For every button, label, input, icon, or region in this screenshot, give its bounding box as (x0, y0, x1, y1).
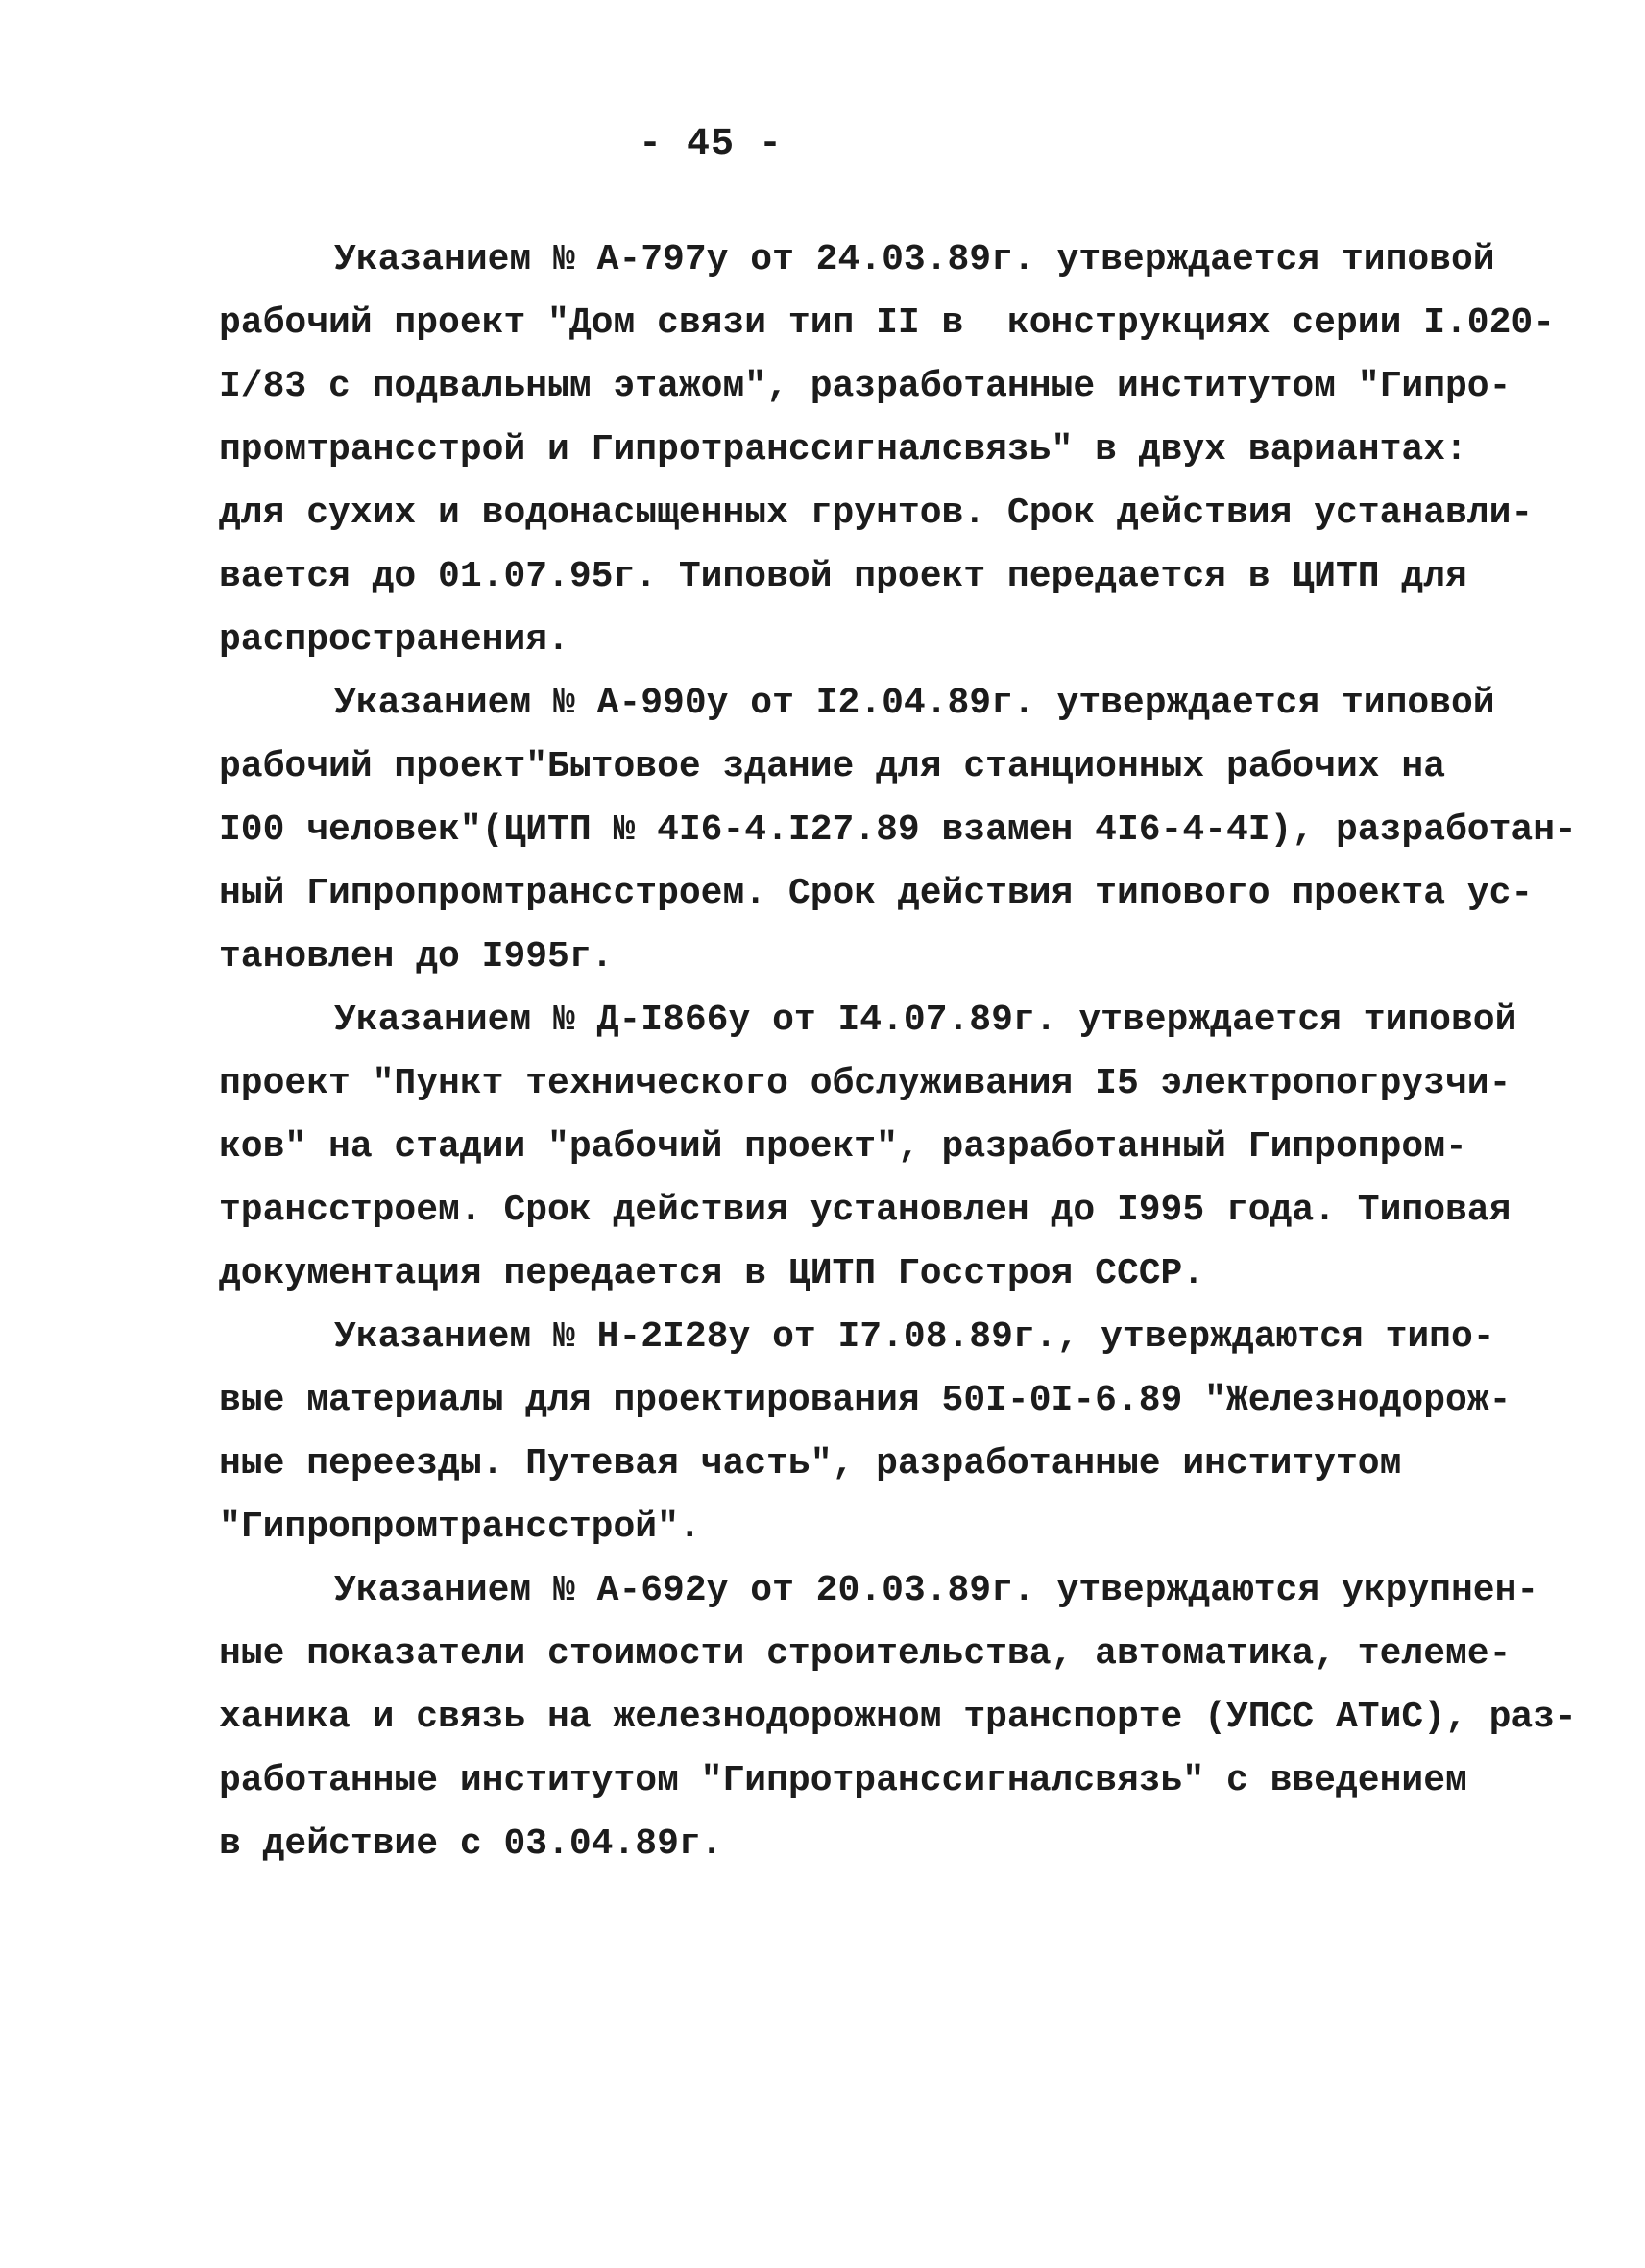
paragraph-line: ханика и связь на железнодорожном транспорте (УПСС АТиС), раз- (219, 1697, 1577, 1738)
page-number: - 45 - (638, 123, 784, 166)
paragraph-line: ные переезды. Путевая часть", разработанные институтом (219, 1443, 1402, 1484)
paragraph-line: распространения. (219, 619, 569, 661)
paragraph-1 (219, 229, 1556, 672)
paragraph-line: Указанием № А-692у от 20.03.89г. утверждаются укрупнен- (334, 1570, 1539, 1611)
paragraph-line: работанные институтом "Гипротранссигналсвязь" с введением (219, 1760, 1467, 1801)
paragraph-line: Указанием № Д-I866у от I4.07.89г. утверждается типовой (334, 1000, 1517, 1041)
paragraph-line: тановлен до I995г. (219, 936, 614, 977)
paragraph-line: ков" на стадии "рабочий проект", разработанный Гипропром- (219, 1126, 1467, 1168)
paragraph-line: ный Гипропромтрансстроем. Срок действия типового проекта ус- (219, 873, 1534, 914)
paragraph-line: документация передается в ЦИТП Госстроя СССР. (219, 1253, 1205, 1294)
paragraph-line: Указанием № А-990у от I2.04.89г. утверждается типовой (334, 683, 1495, 724)
paragraph-line: проект "Пункт технического обслуживания I5 электропогрузчи- (219, 1063, 1512, 1104)
paragraph-4 (219, 1306, 1512, 1559)
paragraph-line: I/83 с подвальным этажом", разработанные институтом "Гипро- (219, 366, 1512, 407)
paragraph-line: вые материалы для проектирования 50I-0I-6.89 "Железнодорож- (219, 1380, 1512, 1421)
paragraph-line: "Гипропромтрансстрой". (219, 1507, 701, 1548)
paragraph-line: в действие с 03.04.89г. (219, 1823, 723, 1865)
paragraph-2 (219, 672, 1577, 989)
paragraph-line: промтрансстрой и Гипротранссигналсвязь" в двух вариантах: (219, 429, 1467, 470)
paragraph-line: рабочий проект"Бытовое здание для станционных рабочих на (219, 746, 1446, 787)
paragraph-line: для сухих и водонасыщенных грунтов. Срок действия устанавли- (219, 493, 1534, 534)
paragraph-line: Указанием № Н-2I28у от I7.08.89г., утверждаются типо- (334, 1316, 1495, 1358)
paragraph-line: рабочий проект "Дом связи тип II в конструкциях серии I.020- (219, 302, 1556, 344)
paragraph-3 (219, 989, 1517, 1306)
paragraph-line: вается до 01.07.95г. Типовой проект передается в ЦИТП для (219, 556, 1467, 597)
paragraph-line: трансстроем. Срок действия установлен до I995 года. Типовая (219, 1190, 1512, 1231)
paragraph-5 (219, 1559, 1577, 1876)
paragraph-line: Указанием № А-797у от 24.03.89г. утверждается типовой (334, 239, 1495, 280)
paragraph-line: I00 человек"(ЦИТП № 4I6-4.I27.89 взамен 4I6-4-4I), разработан- (219, 809, 1577, 851)
document-body (219, 229, 1577, 1876)
paragraph-line: ные показатели стоимости строительства, автоматика, телеме- (219, 1633, 1512, 1675)
